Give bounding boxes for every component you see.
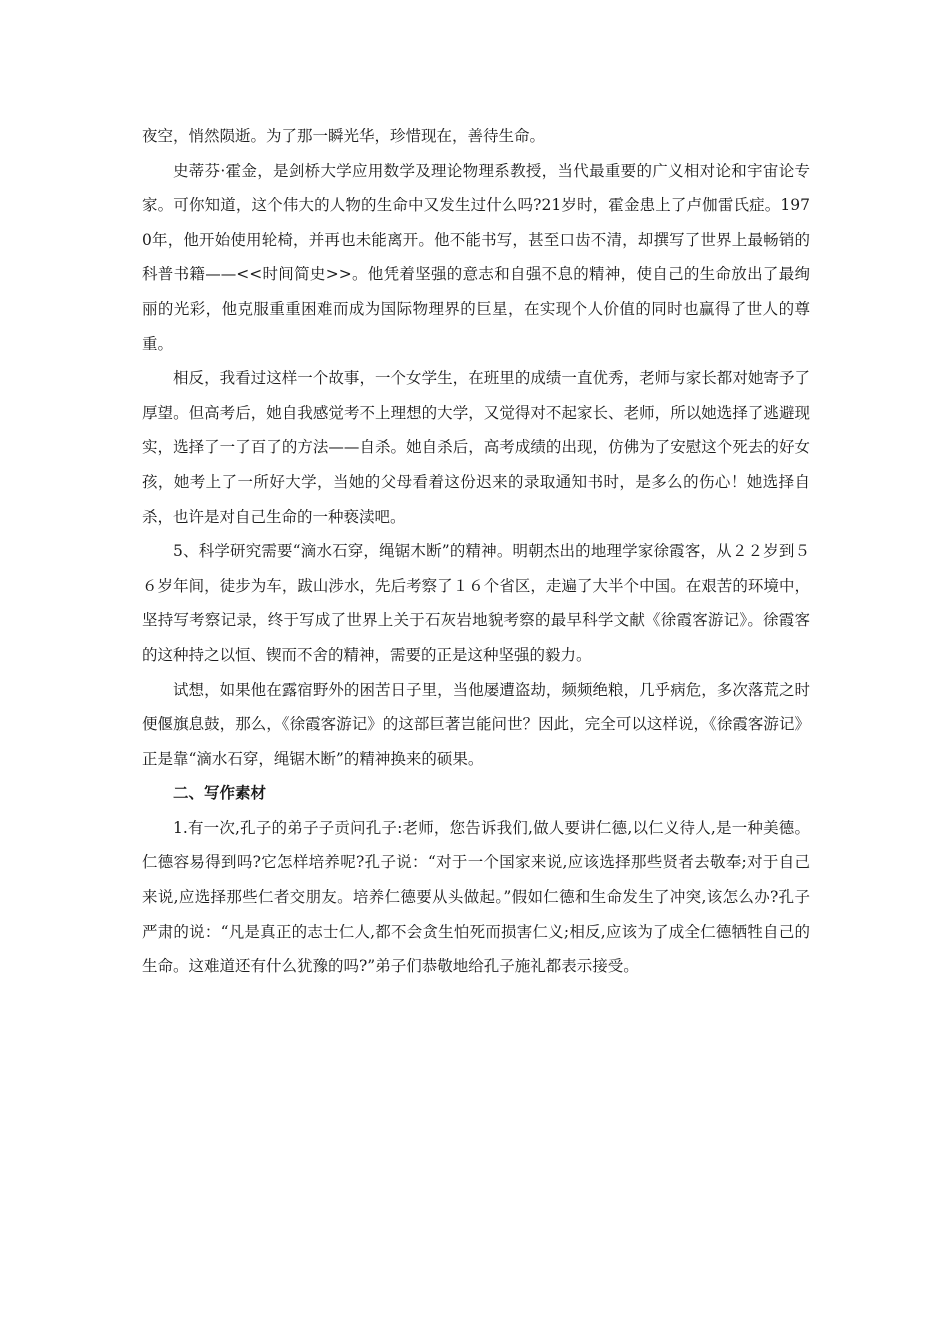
paragraph-xu-xiake-reflection: 试想，如果他在露宿野外的困苦日子里，当他屡遭盗劫，频频绝粮，几乎病危，多次落荒之时便偃旗息鼓，那么，《徐霞客游记》的这部巨著岂能问世？因此，完全可以这样说，《徐霞客游记》正是靠“滴水石穿，绳锯木断”的精神换来的硕果。 <box>142 680 810 768</box>
paragraph-continuation: 夜空，悄然陨逝。为了那一瞬光华，珍惜现在，善待生命。 <box>142 127 546 145</box>
paragraph-confucius: 1.有一次,孔子的弟子子贡问孔子:老师，您告诉我们,做人要讲仁德,以仁义待人,是一种美德。仁德容易得到吗?它怎样培养呢?孔子说：“对于一个国家来说,应该选择那些贤者去敬奉;对于自己来说,应选择那些仁者交朋友。培养仁德要从头做起。”假如仁德和生命发生了冲突,该怎么办?孔子严肃的说：“凡是真正的志士仁人,都不会贪生怕死而损害仁义;相反,应该为了成全仁德牺牲自己的生命。这难道还有什么犹豫的吗?”弟子们恭敬地给孔子施礼都表示接受。 <box>142 818 810 976</box>
paragraph-xu-xiake: 5、科学研究需要“滴水石穿，绳锯木断”的精神。明朝杰出的地理学家徐霞客，从２２岁到５６岁年间，徒步为车，跋山涉水，先后考察了１６个省区，走遍了大半个中国。在艰苦的环境中，坚持写考察记录，终于写成了世界上关于石灰岩地貌考察的最早科学文献《徐霞客游记》。徐霞客的这种持之以恒、锲而不舍的精神，需要的正是这种坚强的毅力。 <box>142 542 810 664</box>
document-body <box>142 119 810 984</box>
paragraph-hawking: 史蒂芬·霍金，是剑桥大学应用数学及理论物理系教授，当代最重要的广义相对论和宇宙论专家。可你知道，这个伟大的人物的生命中又发生过什么吗?21岁时，霍金患上了卢伽雷氏症。1970年，他开始使用轮椅，并再也未能离开。他不能书写，甚至口齿不清，却撰写了世界上最畅销的科普书籍——<<时间简史>>。他凭着坚强的意志和自强不息的精神，使自己的生命放出了最绚丽的光彩，他克服重重困难而成为国际物理界的巨星，在实现个人价值的同时也赢得了世人的尊重。 <box>142 161 810 353</box>
section-heading: 二、写作素材 <box>173 784 267 803</box>
paragraph-student-story: 相反，我看过这样一个故事，一个女学生，在班里的成绩一直优秀，老师与家长都对她寄予了厚望。但高考后，她自我感觉考不上理想的大学，又觉得对不起家长、老师，所以她选择了逃避现实，选择了一了百了的方法——自杀。她自杀后，高考成绩的出现，仿佛为了安慰这个死去的好女孩，她考上了一所好大学，当她的父母看着这份迟来的录取通知书时，是多么的伤心！她选择自杀，也许是对自己生命的一种亵渎吧。 <box>142 369 810 526</box>
